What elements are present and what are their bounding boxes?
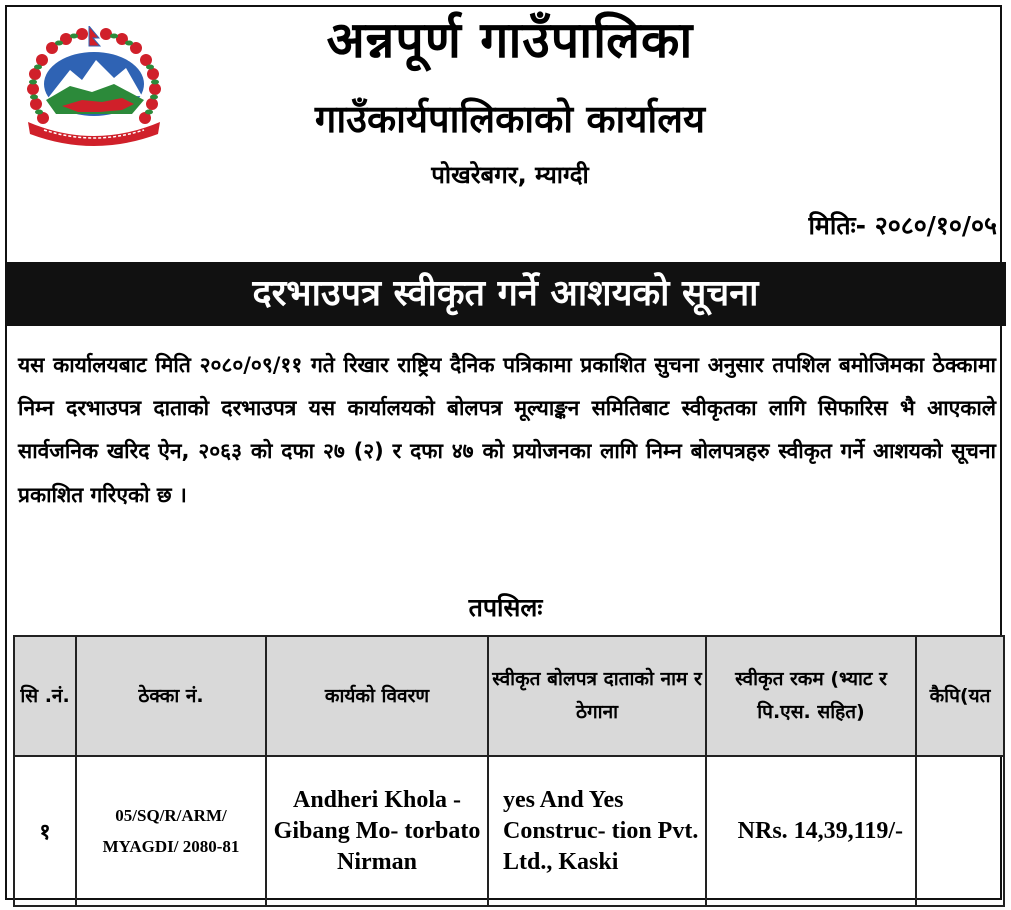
office-address: पोखरेबगर, म्याग्दी [431,161,589,189]
cell-bidder: yes And Yes Construc- tion Pvt. Ltd., Kaski [488,756,706,906]
header-contract-no: ठेक्का नं. [76,636,266,756]
header-description: कार्यको विवरण [266,636,488,756]
cell-contract-no: 05/SQ/R/ARM/ MYAGDI/ 2080-81 [76,756,266,906]
header-bidder: स्वीकृत बोलपत्र दाताको नाम र ठेगाना [488,636,706,756]
notice-title-banner: दरभाउपत्र स्वीकृत गर्ने आशयको सूचना [5,262,1006,326]
header-sn: सि .नं. [14,636,76,756]
municipality-title: अन्नपूर्ण गाउँपालिका [326,11,694,69]
table-heading: तपसिलः [468,593,543,622]
nepal-emblem-icon [22,26,166,146]
cell-description: Andheri Khola -Gibang Mo- torbato Nirman [266,756,488,906]
notice-date: मितिः- २०८०/१०/०५ [808,211,997,240]
header-amount: स्वीकृत रकम (भ्याट र पि.एस. सहित) [706,636,916,756]
cell-amount: NRs. 14,39,119/- [706,756,916,906]
office-title: गाउँकार्यपालिकाको कार्यालय [314,97,706,141]
header-remarks: कैपि(यत [916,636,1004,756]
table-row [14,756,1004,906]
cell-remarks [916,756,1004,906]
contract-table [13,635,1005,907]
cell-sn: १ [14,756,76,906]
table-header-row [14,636,1004,756]
notice-body: यस कार्यालयबाट मिति २०८०/०९/११ गते रिखार राष्ट्रिय दैनिक पत्रिकामा प्रकाशित सुचना अनुसार तपशिल बमोजिमका ठेक्कामा निम्न दरभाउपत्र दाताको दरभाउपत्र यस कार्यालयको बोलपत्र मूल्याङ्कन समितिबाट स्वीकृतका लागि सिफारिस भै आएकाले सार्वजनिक खरिद ऐन, २०६३ को दफा २७ (२) र दफा ४७ को प्रयोजनका लागि निम्न बोलपत्रहरु स्वीकृत गर्ने आशयको सूचना प्रकाशित गरिएको छ । [18,353,996,507]
